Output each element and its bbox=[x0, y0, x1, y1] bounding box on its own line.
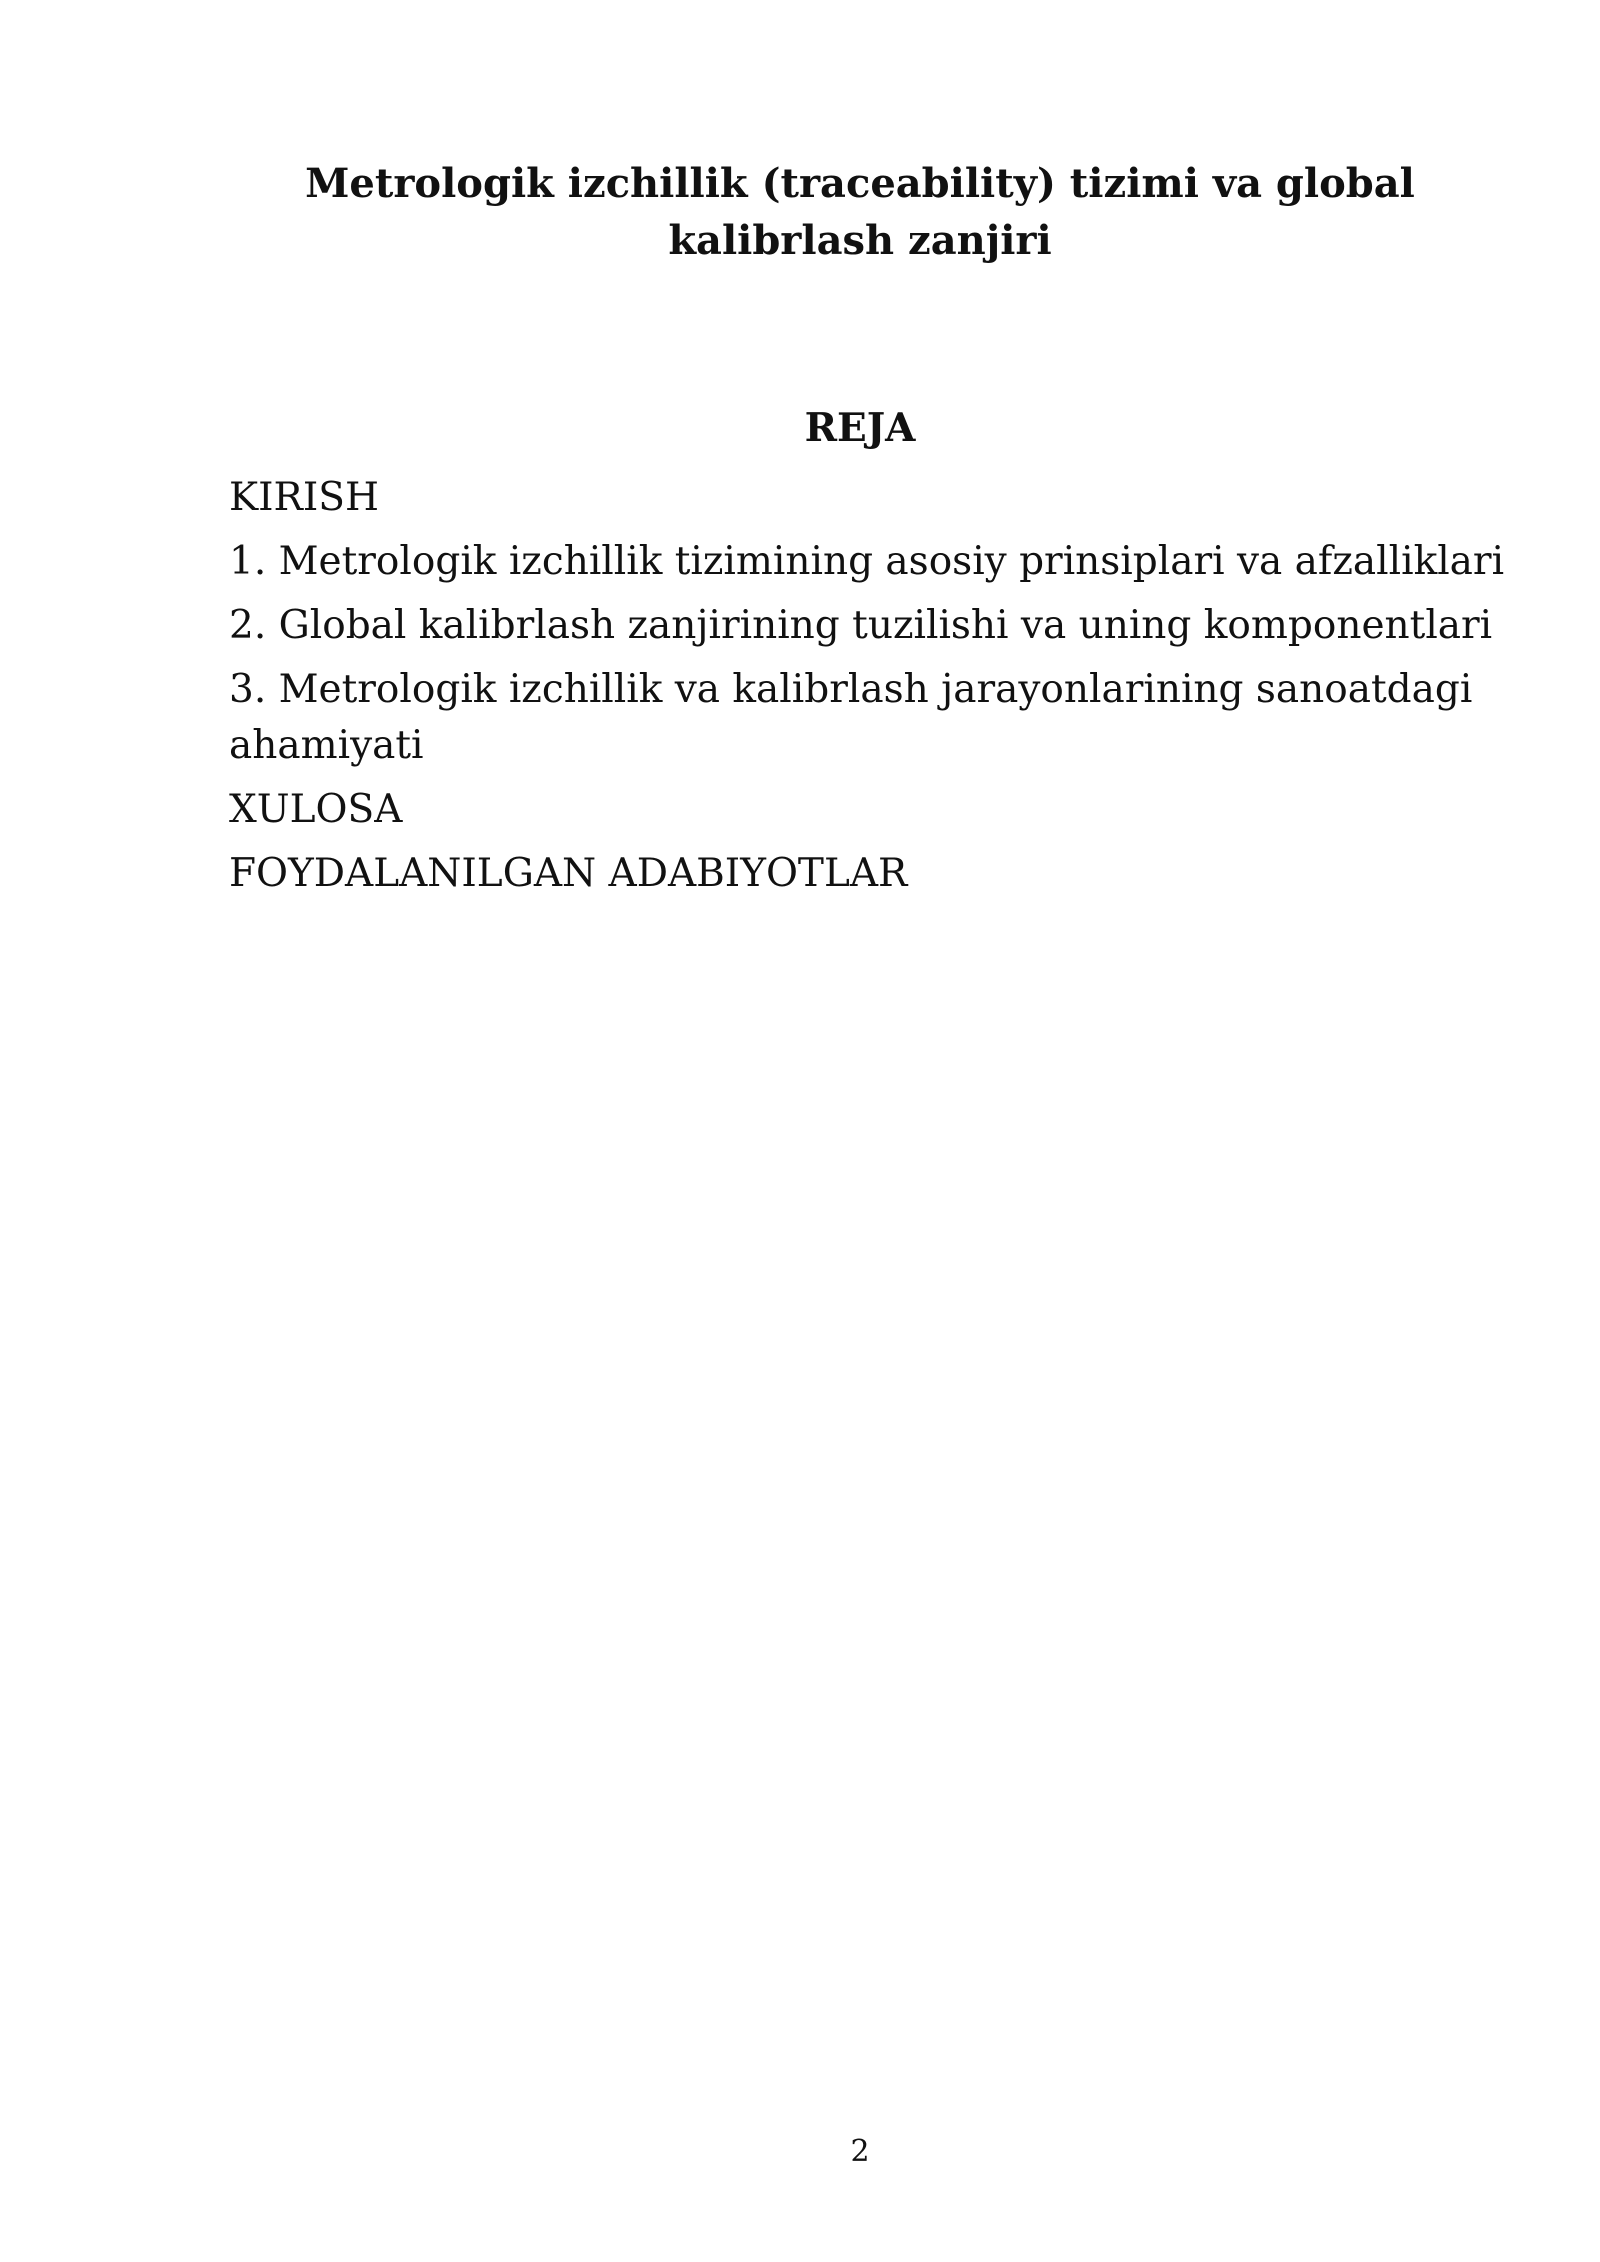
plan-heading: REJA bbox=[804, 405, 916, 451]
plan-item-1: 1. Metrologik izchillik tizimining asosiy prinsiplari va afzalliklari bbox=[229, 539, 1505, 584]
document-title bbox=[230, 155, 1490, 269]
plan-item-conclusion: XULOSA bbox=[229, 787, 403, 832]
plan-item-introduction: KIRISH bbox=[229, 475, 380, 520]
title-line-2: kalibrlash zanjiri bbox=[668, 217, 1052, 264]
plan-item-references: FOYDALANILGAN ADABIYOTLAR bbox=[229, 851, 908, 896]
plan-list bbox=[229, 470, 1529, 910]
plan-item-2: 2. Global kalibrlash zanjirining tuzilishi va uning komponentlari bbox=[229, 603, 1493, 648]
title-line-1: Metrologik izchillik (traceability) tizimi va global bbox=[305, 160, 1415, 207]
plan-item-3: 3. Metrologik izchillik va kalibrlash jarayonlarining sanoatdagi ahamiyati bbox=[229, 667, 1473, 768]
page-number: 2 bbox=[850, 2134, 870, 2169]
